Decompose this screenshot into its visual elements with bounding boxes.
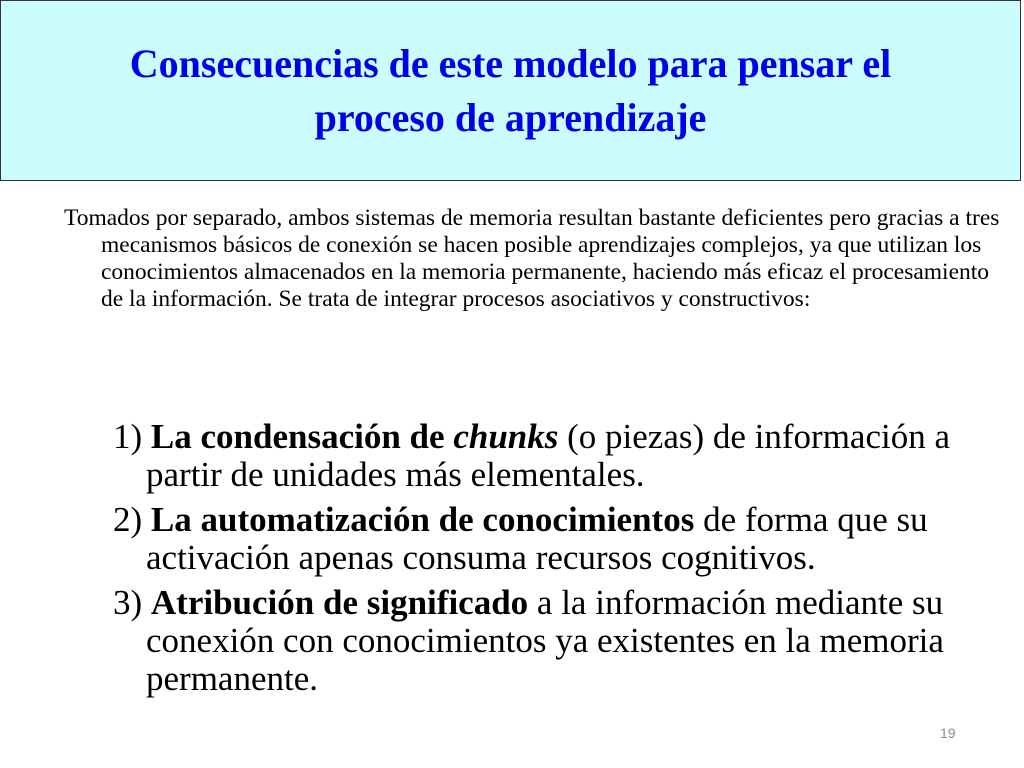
- item-number: 2): [113, 500, 151, 539]
- item-number: 3): [113, 583, 151, 622]
- item-number: 1): [113, 417, 151, 456]
- item-bold-text: La automatización de conocimientos: [150, 500, 695, 539]
- slide-title: [41, 37, 981, 145]
- item-text: de forma que su activación apenas consuma recursos cognitivos.: [146, 500, 928, 577]
- list-item: [113, 418, 973, 494]
- item-bold-italic-text: chunks: [453, 417, 559, 456]
- item-bold-text: Atribución de significado: [150, 583, 529, 622]
- slide-title-line-2: proceso de aprendizaje: [314, 94, 707, 140]
- page-number: 19: [940, 725, 956, 741]
- title-banner: [0, 0, 1021, 181]
- list-item: [113, 584, 973, 698]
- mechanisms-list: [113, 418, 973, 705]
- slide-title-line-1: Consecuencias de este modelo para pensar el: [129, 40, 892, 86]
- item-text: a la información mediante su conexión con conocimientos ya existentes en la memoria permanente.: [146, 583, 944, 698]
- list-item: [113, 501, 973, 577]
- item-text: (o piezas) de información a partir de unidades más elementales.: [146, 417, 951, 494]
- intro-paragraph: Tomados por separado, ambos sistemas de memoria resultan bastante deficientes pero gracias a tres mecanismos básicos de conexión se hacen posible aprendizajes complejos, ya que utilizan los conocimientos almacenados en la memoria permanente, haciendo más eficaz el procesamiento de la información. Se trata de integrar procesos asociativos y constructivos:: [64, 205, 1000, 312]
- item-bold-text: La condensación de: [150, 417, 454, 456]
